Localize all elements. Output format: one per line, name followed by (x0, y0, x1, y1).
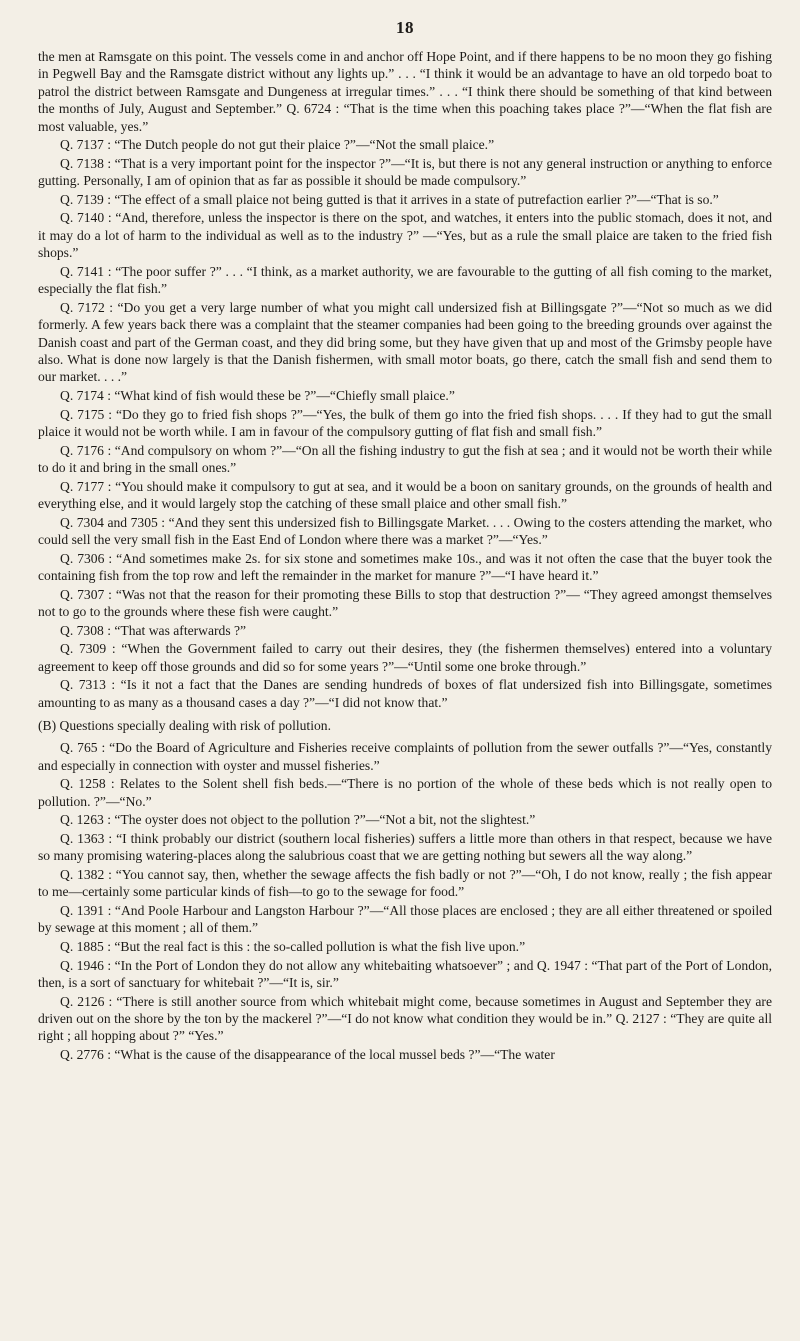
paragraph-q7172: Q. 7172 : “Do you get a very large number of what you might call undersized fish at Billingsgate ?”—“Not so much as we did formerly. A few years back there was a complaint that the steamer companies had been going to the breeding grounds over against the Danish coast and part of the German coast, and they did bring some, but they have given that up and most of the Grimsby people have also. What is done now largely is that the Danish fishermen, with small motor boats, go there, catch the small fish and send them to our market. . . .” (38, 299, 772, 385)
paragraph-q7137: Q. 7137 : “The Dutch people do not gut their plaice ?”—“Not the small plaice.” (60, 137, 495, 153)
paragraph-q1946: Q. 1946 : “In the Port of London they do not allow any whitebaiting whatsoever” ; and Q. 1947 : “That part of the Port of London, then, is a sort of sanctuary for whitebait ?”—“It is, sir.” (38, 957, 772, 991)
paragraph-q7306: Q. 7306 : “And sometimes make 2s. for six stone and sometimes make 10s., and was it not often the case that the buyer took the containing fish from the top row and left the remainder in the market for manure ?”—“I have heard it.” (38, 550, 772, 584)
section-heading: (B) Questions specially dealing with risk of pollution. (38, 718, 331, 734)
paragraph-q7174: Q. 7174 : “What kind of fish would these be ?”—“Chiefly small plaice.” (60, 388, 455, 404)
paragraph-q7175: Q. 7175 : “Do they go to fried fish shops ?”—“Yes, the bulk of them go into the fried fish shops. . . . If they had to gut the small plaice it would not be worth while. I am in favour of the compulsory gutting of flat fish and small fish.” (38, 406, 772, 440)
paragraph-q765: Q. 765 : “Do the Board of Agriculture and Fisheries receive complaints of pollution from the sewer outfalls ?”—“Yes, constantly and especially in connection with oyster and mussel fisheries.” (38, 740, 772, 773)
paragraph-continuation: the men at Ramsgate on this point. The vessels come in and anchor off Hope Point, and if there happens to be no moon they go fishing in Pegwell Bay and the Ramsgate district without any lights up.” . . . “I think it would be an advantage to have an old torpedo boat to patrol the district between Ramsgate and Dungeness at irregular times.” . . . “I think there should be something of that kind between the months of July, August and September.” Q. 6724 : “That is the time when this poaching takes place ?”—“When the flat fish are most valuable, yes.” (38, 49, 772, 134)
paragraph-q7176: Q. 7176 : “And compulsory on whom ?”—“On all the fishing industry to gut the fish at sea ; and it would not be worth their while to do it and bring in the small ones.” (38, 442, 772, 476)
paragraph-q7177: Q. 7177 : “You should make it compulsory to gut at sea, and it would be a boon on sanitary grounds, on the grounds of health and everything else, and it would largely stop the catching of these small plaice and other small fish.” (38, 478, 772, 512)
paragraph-q7313: Q. 7313 : “Is it not a fact that the Danes are sending hundreds of boxes of flat undersized fish into Billingsgate, sometimes amounting to as many as a thousand cases a day ?”—“I did not know that.” (38, 677, 772, 710)
document-body (38, 48, 772, 1063)
page-number: 18 (396, 18, 414, 37)
paragraph-q1885: Q. 1885 : “But the real fact is this : the so-called pollution is what the fish live upon.” (60, 939, 526, 955)
paragraph-q1263: Q. 1263 : “The oyster does not object to the pollution ?”—“Not a bit, not the slightest.” (60, 812, 536, 828)
paragraph-q7304: Q. 7304 and 7305 : “And they sent this undersized fish to Billingsgate Market. . . . Owing to the costers attending the market, who could sell the very small fish in the East End of London where there was a market ?”—“Yes.” (38, 514, 772, 548)
paragraph-q2776: Q. 2776 : “What is the cause of the disappearance of the local mussel beds ?”—“The water (60, 1047, 555, 1063)
paragraph-q7141: Q. 7141 : “The poor suffer ?” . . . “I think, as a market authority, we are favourable to the gutting of all fish coming to the market, especially the flat fish.” (38, 263, 772, 297)
paragraph-q7308: Q. 7308 : “That was afterwards ?” (60, 622, 247, 638)
paragraph-q7139: Q. 7139 : “The effect of a small plaice not being gutted is that it arrives in a state of putrefaction earlier ?”—“That is so.” (60, 191, 719, 207)
paragraph-q7307: Q. 7307 : “Was not that the reason for their promoting these Bills to stop that destruction ?”— “They agreed amongst themselves not to go to the grounds where these fish were caught.” (38, 586, 772, 620)
paragraph-q1258: Q. 1258 : Relates to the Solent shell fish beds.—“There is no portion of the whole of these beds which is not really open to pollution. ?”—“No.” (38, 776, 772, 809)
paragraph-q1382: Q. 1382 : “You cannot say, then, whether the sewage affects the fish badly or not ?”—“Oh, I do not know, really ; the fish appear to me—certainly some particular kinds of fish—to go to the sewage for food.” (38, 867, 772, 900)
paragraph-q7138: Q. 7138 : “That is a very important point for the inspector ?”—“It is, but there is not any general instruction or anything to enforce gutting. Personally, I am of opinion that as far as possible it should be made compulsory.” (38, 155, 772, 189)
paragraph-q1363: Q. 1363 : “I think probably our district (southern local fisheries) suffers a little more than others in that respect, because we have so many promising watering-places along the salubrious coast that we are getting nothing but sewers all the way along.” (38, 831, 772, 864)
paragraph-q7309: Q. 7309 : “When the Government failed to carry out their desires, they (the fishermen themselves) entered into a voluntary agreement to keep off those grounds and did so for some years ?”—“Until some one broke through.” (38, 641, 772, 674)
paragraph-q7140: Q. 7140 : “And, therefore, unless the inspector is there on the spot, and watches, it enters into the public stomach, does it not, and it may do a lot of harm to the individual as well as to the industry ?” —“Yes, but as a rule the small plaice are taken to the fried fish shops.” (38, 210, 772, 261)
paragraph-q2126: Q. 2126 : “There is still another source from which whitebait might come, because sometimes in August and September they are driven out on the shore by the ton by the mackerel ?”—“I do not know what condition they would be in.” Q. 2127 : “They are quite all right ; all hopping about ?” “Yes.” (38, 993, 772, 1044)
paragraph-q1391: Q. 1391 : “And Poole Harbour and Langston Harbour ?”—“All those places are enclosed ; they are all either threatened or spoiled by sewage at this moment ; all of them.” (38, 903, 772, 936)
